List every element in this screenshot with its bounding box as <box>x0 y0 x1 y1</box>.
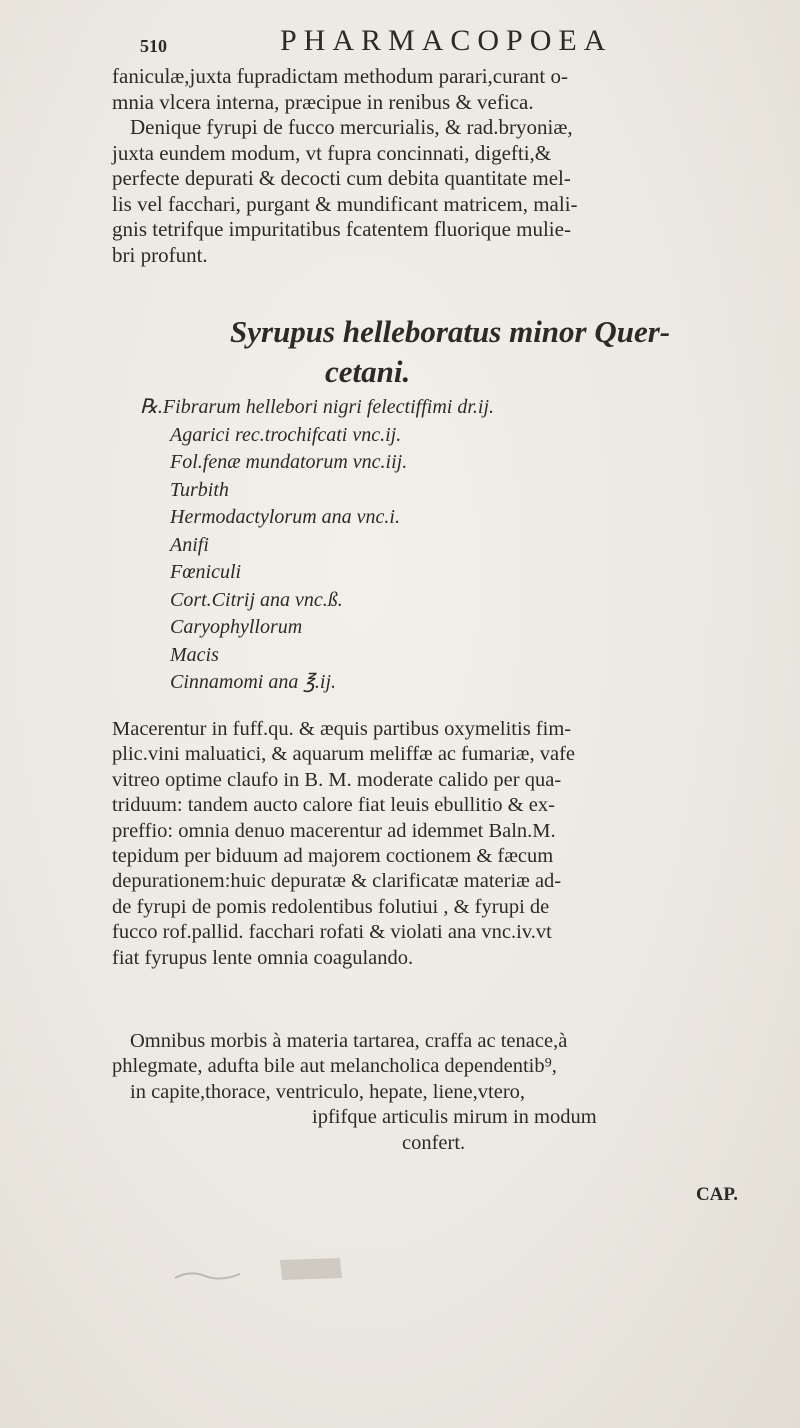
text-line: phlegmate, adufta bile aut melancholica dependentib⁹, <box>112 1055 557 1078</box>
text-line: fiat fyrupus lente omnia coagulando. <box>112 946 414 969</box>
text-line: vitreo optime claufo in B. M. moderate calido per qua- <box>112 768 562 791</box>
recipe-item: Agarici rec.trochifcati vnc.ij. <box>170 423 402 446</box>
text-line: lis vel facchari, purgant & mundificant matricem, mali- <box>112 191 578 216</box>
page-header <box>140 24 660 58</box>
text-line: tepidum per biduum ad majorem coctionem & fæcum <box>112 844 554 867</box>
recipe-item: Anifi <box>170 533 209 556</box>
recipe-title <box>230 312 710 392</box>
paragraph-1 <box>112 64 712 268</box>
paragraph-2 <box>112 717 712 971</box>
recipe-item: Cinnamomi ana ℥.ij. <box>170 671 337 693</box>
text-line: juxta eundem modum, vt fupra concinnati, digefti,& <box>112 140 552 165</box>
page-number: 510 <box>140 36 167 56</box>
text-line: Macerentur in fuff.qu. & æquis partibus oxymelitis fim- <box>112 718 572 740</box>
catchword: CAP. <box>695 1184 738 1205</box>
text-line: Denique fyrupi de fucco mercurialis, & rad.bryoniæ, <box>130 115 573 139</box>
text-line: gnis tetrifque impuritatibus fcatentem fluorique mulie- <box>112 217 571 241</box>
recipe-item: Macis <box>170 643 219 666</box>
recipe-item: Cort.Citrij ana vnc.ß. <box>170 588 343 611</box>
ink-smudge <box>170 1248 360 1290</box>
text-line: in capite,thorace, ventriculo, hepate, liene,vtero, <box>130 1080 526 1103</box>
running-head: PHARMACOPOEA <box>280 24 613 57</box>
text-line: faniculæ,juxta fupradictam methodum parari,curant o- <box>112 64 569 88</box>
text-line: depurationem:huic depuratæ & clarificatæ materiæ ad- <box>112 870 562 893</box>
text-line: ipfifque articulis mirum in modum <box>312 1106 597 1129</box>
recipe-item: Fœniculi <box>170 561 242 583</box>
text-line: Omnibus morbis à materia tartarea, craffa ac tenace,à <box>130 1030 568 1052</box>
text-line: triduum: tandem aucto calore fiat leuis ebullitio & ex- <box>112 794 555 817</box>
text-line: bri profunt. <box>112 242 208 267</box>
title-line: Syrupus helleboratus minor Quer- <box>230 314 671 349</box>
text-line: mnia vlcera interna, præcipue in renibus & vefica. <box>112 89 534 114</box>
recipe-item: Turbith <box>170 478 229 501</box>
recipe-item: Caryophyllorum <box>170 616 303 638</box>
recipe-item: Fol.fenæ mundatorum vnc.iij. <box>170 451 408 473</box>
recipe-list <box>140 394 700 697</box>
text-line: confert. <box>402 1131 466 1154</box>
paragraph-3 <box>112 1029 712 1156</box>
text-line: preffio: omnia denuo macerentur ad idemmet Baln.M. <box>112 819 556 842</box>
text-line: fucco rof.pallid. facchari rofati & violati ana vnc.iv.vt <box>112 921 552 944</box>
text-line: plic.vini maluatici, & aquarum meliffæ ac fumariæ, vafe <box>112 743 576 766</box>
title-line: cetani. <box>325 354 411 389</box>
recipe-item: Hermodactylorum ana vnc.i. <box>170 506 400 528</box>
recipe-item: ℞.Fibrarum hellebori nigri felectiffimi dr.ij. <box>140 396 495 418</box>
text-line: de fyrupi de pomis redolentibus folutiui , & fyrupi de <box>112 895 550 918</box>
text-line: perfecte depurati & decocti cum debita quantitate mel- <box>112 166 571 190</box>
